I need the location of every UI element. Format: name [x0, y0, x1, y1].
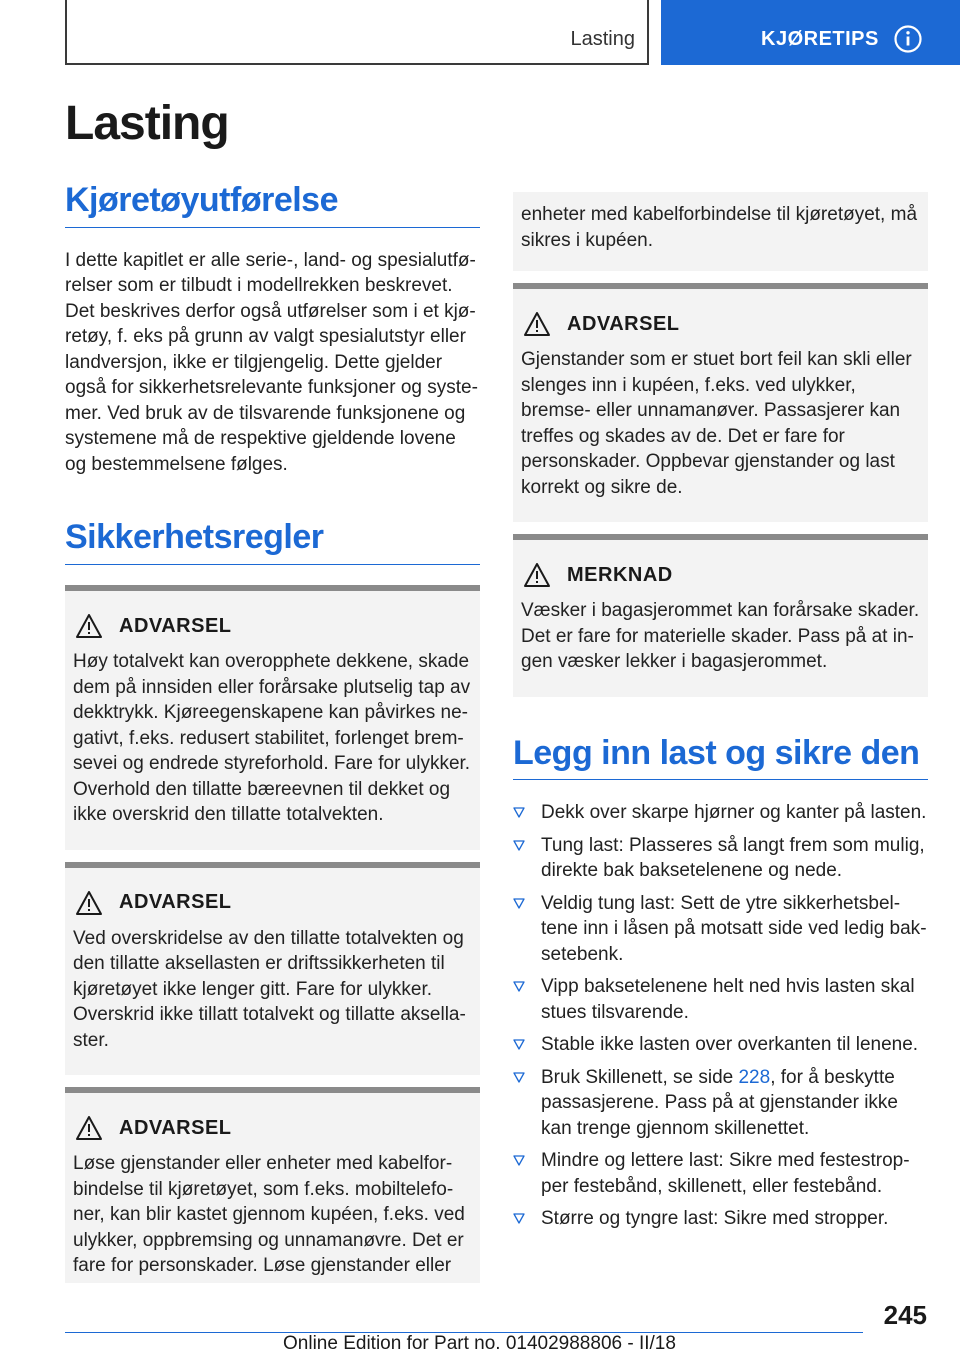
heading-sikkerhetsregler: Sikkerhetsregler	[65, 517, 480, 565]
warning-triangle-icon	[523, 562, 551, 588]
notice-body: Væsker i bagasjerommet kan forårsake skader. Det er fare for materielle skader. Pass på at ingen væsker lekker i bagasjerommet.	[521, 600, 920, 672]
page-title: Lasting	[65, 97, 229, 150]
loading-bullet-list	[513, 800, 928, 1232]
warning-box-2	[65, 862, 480, 1076]
warning-triangle-icon	[75, 1115, 103, 1141]
intro-paragraph: I dette kapitlet er alle serie-, land- og spesialutførelser som er tilbudt i modellrekken beskrevet. Det beskrives derfor også utførelser som i et kjøretøy, f. eks på grunn av valgt spesialutstyr eller landversjon, ikke er tilgjengelig. Dette gjelder også for sikkerhetsrelevante funksjoner og systemer. Ved bruk av de tilsvarende funksjonene og systemene må de respektive gjeldende lovene og bestemmelsene følges.	[65, 249, 478, 475]
warning-title: ADVARSEL	[119, 891, 232, 914]
triangle-bullet-icon	[513, 1154, 525, 1166]
list-item: Bruk Skillenett, se side 228, for å beskytte passasjerene. Pass på at gjenstander ikke kan trenge gjennom skillenettet.	[513, 1065, 928, 1142]
warning-box-3	[65, 1087, 480, 1283]
left-column	[65, 180, 480, 1283]
list-item: Mindre og lettere last: Sikre med festestropper festebånd, skillenett, eller festebånd.	[513, 1148, 928, 1199]
list-item: Større og tyngre last: Sikre med stropper.	[513, 1206, 928, 1232]
warning-box-1	[65, 585, 480, 850]
list-item: Tung last: Plasseres så langt frem som mulig, direkte bak baksetelenene og nede.	[513, 833, 928, 884]
info-circle-icon[interactable]	[893, 24, 923, 54]
header-chapter-tab[interactable]	[661, 0, 960, 65]
list-item: Dekk over skarpe hjørner og kanter på lasten.	[513, 800, 928, 826]
warning-body: Høy totalvekt kan overopphete dekkene, skade dem på innsiden eller forårsake plutselig tap av dekktrykk. Kjøreegenskapene kan påvirkes negativt, f.eks. redusert stabilitet, forlenget bremsevei og endrede styreforhold. Fare for ulykker. Overhold den tillatte bæreevnen til dekket og ikke overskrid den tillatte totalvekten.	[73, 651, 471, 826]
list-item: Veldig tung last: Sett de ytre sikkerhetsbeltene inn i låsen på motsatt side ved ledig baksetebenk.	[513, 891, 928, 968]
right-column	[513, 192, 928, 1239]
triangle-bullet-icon	[513, 1212, 525, 1224]
warning-title: ADVARSEL	[119, 614, 232, 637]
notice-title: MERKNAD	[567, 563, 673, 586]
notice-box	[513, 534, 928, 697]
warning-title: ADVARSEL	[567, 312, 680, 335]
triangle-bullet-icon	[513, 980, 525, 992]
list-item: Vipp baksetelenene helt ned hvis lasten skal stues tilsvarende.	[513, 974, 928, 1025]
warning-body: Gjenstander som er stuet bort feil kan skli eller slenges inn i kupéen, f.eks. ved ulykker, bremse- eller unnamanøver. Passasjerer kan treffes og skades av de. Det er fare for personskader. Oppbevar gjenstander og last korrekt og sikre de.	[521, 349, 912, 498]
triangle-bullet-icon	[513, 1071, 525, 1083]
warning-title: ADVARSEL	[119, 1116, 232, 1139]
triangle-bullet-icon	[513, 839, 525, 851]
warning-triangle-icon	[75, 613, 103, 639]
footer-edition: Online Edition for Part no. 01402988806 - II/18	[283, 1333, 676, 1354]
list-item: Stable ikke lasten over overkanten til lenene.	[513, 1032, 928, 1058]
warning-body-continued: enheter med kabelforbindelse til kjøretøyet, må sikres i kupéen.	[521, 204, 918, 251]
triangle-bullet-icon	[513, 806, 525, 818]
page-link-228[interactable]: 228	[738, 1066, 771, 1088]
warning-box-3-continued	[513, 192, 928, 271]
triangle-bullet-icon	[513, 1038, 525, 1050]
header-chapter-title: KJØRETIPS	[761, 28, 879, 50]
header-section-title: Lasting	[570, 28, 635, 50]
page-number: 245	[883, 1300, 927, 1330]
heading-kjoretoyutforelse: Kjøretøyutførelse	[65, 180, 480, 228]
warning-box-4	[513, 283, 928, 522]
heading-legg-inn-last: Legg inn last og sikre den	[513, 733, 928, 781]
warning-triangle-icon	[75, 890, 103, 916]
warning-body: Ved overskridelse av den tillatte totalvekten og den tillatte aksellasten er driftssikkerheten til kjøretøyet ikke lenger gitt. Fare for ulykker. Overskrid ikke tillatt totalvekt og tillatte aksellaster.	[73, 927, 466, 1051]
triangle-bullet-icon	[513, 897, 525, 909]
warning-triangle-icon	[523, 311, 551, 337]
warning-body: Løse gjenstander eller enheter med kabelforbindelse til kjøretøyet, som f.eks. mobiltelefoner, kan blir kastet gjennom kupéen, f.eks. ved ulykker, oppbremsing og unnamanøvre. Det er fare for personskader. Løse gjenstander eller	[73, 1153, 465, 1277]
header-section-box	[65, 0, 649, 65]
